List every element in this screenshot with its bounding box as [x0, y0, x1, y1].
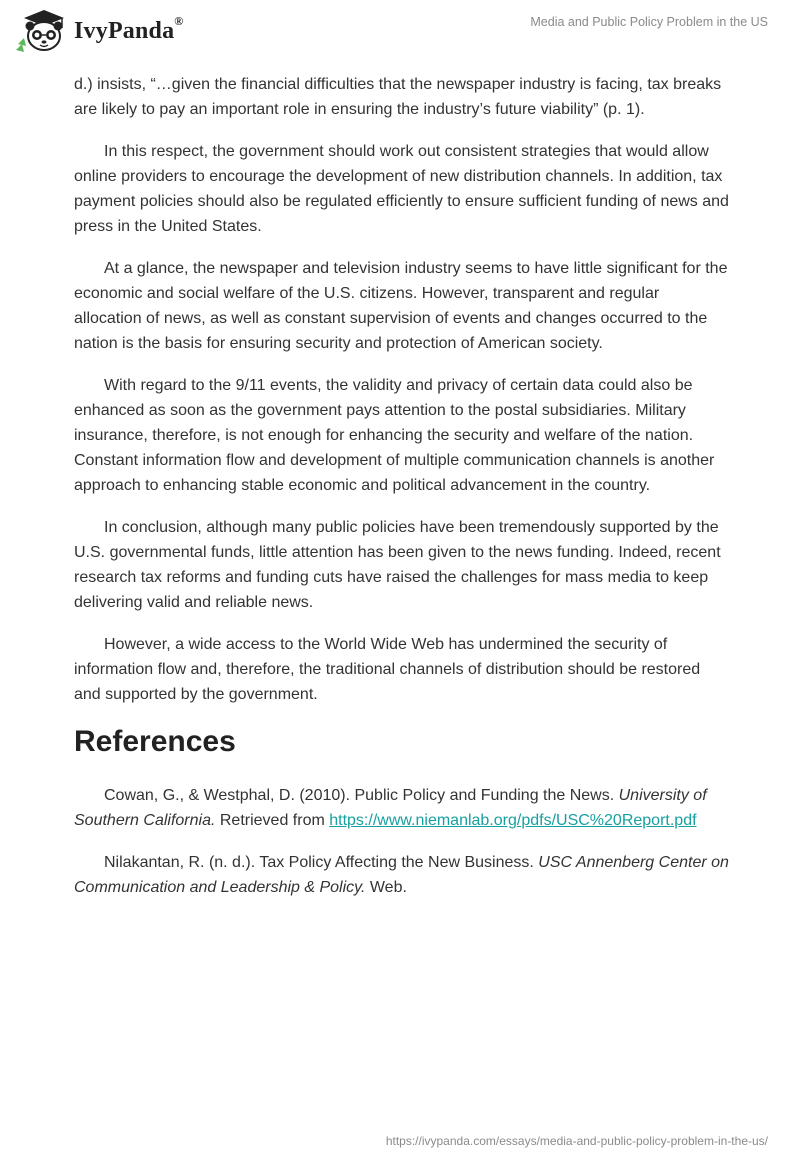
- essay-content: [74, 72, 730, 917]
- reference-text: Nilakantan, R. (n. d.). Tax Policy Affecting the New Business.: [104, 854, 539, 871]
- document-title: Media and Public Policy Problem in the US: [530, 15, 768, 29]
- footer-url: https://ivypanda.com/essays/media-and-public-policy-problem-in-the-us/: [385, 1134, 768, 1148]
- paragraph: In conclusion, although many public policies have been tremendously supported by the U.S. governmental funds, little attention has been given to the news funding. Indeed, recent research tax reforms and funding cuts have raised the challenges for mass media to keep delivering valid and reliable news.: [74, 519, 721, 611]
- panda-graduate-icon: [14, 8, 72, 54]
- reference-after: Web.: [365, 879, 407, 896]
- paragraph: At a glance, the newspaper and television industry seems to have little significant for the economic and social welfare of the U.S. citizens. However, transparent and regular allocation of news, as well as constant supervision of events and changes occurred to the nation is the basis for ensuring security and protection of American society.: [74, 260, 728, 352]
- brand-name-text: IvyPanda: [74, 17, 175, 44]
- reference-item: [74, 783, 730, 833]
- reference-source: University of Southern California.: [74, 787, 707, 829]
- brand-logo[interactable]: [14, 8, 183, 54]
- reference-source: USC Annenberg Center on Communication and Leadership & Policy.: [74, 854, 729, 896]
- paragraph: However, a wide access to the World Wide Web has undermined the security of information flow and, therefore, the traditional channels of distribution should be restored and supported by the government.: [74, 636, 701, 703]
- reference-after: Retrieved from: [215, 812, 330, 829]
- paragraph: d.) insists, “…given the financial difficulties that the newspaper industry is facing, tax breaks are likely to pay an important role in ensuring the industry’s future viability” (p. 1).: [74, 76, 722, 118]
- brand-name: [74, 13, 184, 45]
- reference-text: Cowan, G., & Westphal, D. (2010). Public Policy and Funding the News.: [104, 787, 619, 804]
- references-heading: References: [74, 725, 236, 758]
- reference-link[interactable]: https://www.niemanlab.org/pdfs/USC%20Report.pdf: [329, 812, 697, 829]
- paragraph: With regard to the 9/11 events, the validity and privacy of certain data could also be enhanced as soon as the government pays attention to the postal subsidiaries. Military insurance, therefore, is not enough for enhancing the security and welfare of the nation. Constant information flow and development of multiple communication channels is another approach to enhancing stable economic and political advancement in the country.: [74, 377, 715, 494]
- brand-trademark: ®: [174, 13, 184, 28]
- paragraph: In this respect, the government should work out consistent strategies that would allow online providers to encourage the development of new distribution channels. In addition, tax payment policies should also be regulated efficiently to ensure sufficient funding of news and press in the United States.: [74, 143, 729, 235]
- reference-item: [74, 850, 730, 900]
